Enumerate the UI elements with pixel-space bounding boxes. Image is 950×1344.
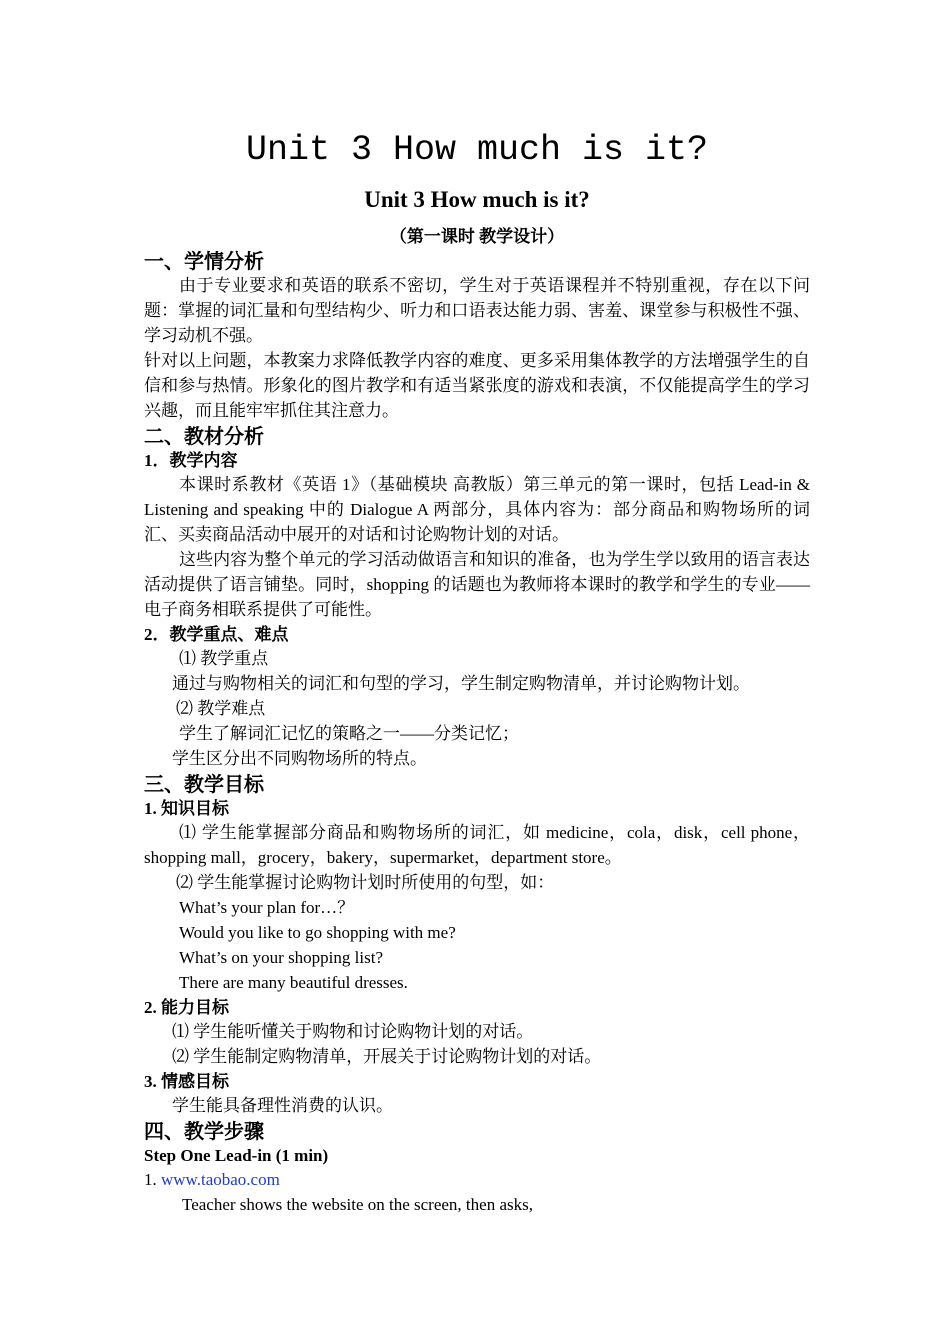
subheading-knowledge-objectives: 1. 知识目标: [144, 799, 229, 819]
section-heading-teaching-steps: 四、教学步骤: [144, 1119, 264, 1144]
step-item: [144, 1168, 810, 1193]
step-description: Teacher shows the website on the screen, then asks,: [182, 1195, 533, 1215]
ability-item: ⑵ 学生能制定购物清单，开展关于讨论购物计划的对话。: [172, 1046, 602, 1066]
example-sentence: What’s your plan for…？: [179, 898, 355, 918]
paragraph: ⑵ 学生能掌握讨论购物计划时所使用的句型，如：: [176, 873, 555, 893]
section-heading-student-analysis: 一、学情分析: [144, 249, 264, 273]
section-heading-teaching-objectives: 三、教学目标: [144, 772, 264, 797]
example-sentence: Would you like to go shopping with me?: [179, 923, 456, 943]
section-heading-material-analysis: 二、教材分析: [144, 424, 264, 449]
difficulty-text: 学生区分出不同购物场所的特点。: [172, 748, 427, 768]
paragraph: 针对以上问题，本教案力求降低教学内容的难度、更多采用集体教学的方法增强学生的自信和参与热情。形象化的图片教学和有适当紧张度的游戏和表演，不仅能提高学生的学习兴趣，而且能牢牢抓住其注意力。: [144, 350, 810, 420]
document-body: [144, 248, 810, 1218]
lesson-label: （第一课时 教学设计）: [389, 227, 565, 246]
subheading-teaching-content: 1．教学内容: [144, 451, 238, 471]
difficulty-text: 学生了解词汇记忆的策略之一——分类记忆；: [179, 723, 519, 743]
emotion-item: 学生能具备理性消费的认识。: [172, 1095, 393, 1115]
example-sentence: What’s on your shopping list?: [179, 947, 383, 967]
paragraph: 本课时系教材《英语 1》（基础模块 高教版）第三单元的第一课时，包括 Lead-in & Listening and speaking 中的 Dialogue A 两部分，具体内容为：部分商品和购物场所的词汇、买卖商品活动中展开的对话和讨论购物计划的对话。: [144, 475, 810, 545]
key-point-label: ⑴ 教学重点: [179, 648, 269, 668]
paragraph: ⑴ 学生能掌握部分商品和购物场所的词汇，如 medicine，cola，disk，cell phone，shopping mall，grocery，bakery，supermarket，department store。: [144, 823, 810, 868]
subheading-ability-objectives: 2. 能力目标: [144, 997, 229, 1017]
step-heading: Step One Lead-in (1 min): [144, 1146, 329, 1166]
taobao-link[interactable]: www.taobao.com: [161, 1170, 280, 1190]
difficulty-label: ⑵ 教学难点: [176, 698, 266, 718]
subheading-key-points: 2．教学重点、难点: [144, 624, 289, 644]
paragraph: 由于专业要求和英语的联系不密切，学生对于英语课程并不特别重视，存在以下问题：掌握的词汇量和句型结构少、听力和口语表达能力弱、害羞、课堂参与积极性不强、学习动机不强。: [144, 276, 810, 345]
ability-item: ⑴ 学生能听懂关于购物和讨论购物计划的对话。: [172, 1021, 534, 1041]
subheading-emotional-objectives: 3. 情感目标: [144, 1071, 229, 1091]
document-subtitle: Unit 3 How much is it?: [364, 187, 590, 212]
paragraph: 这些内容为整个单元的学习活动做语言和知识的准备，也为学生学以致用的语言表达活动提供了语言铺垫。同时，shopping 的话题也为教师将本课时的教学和学生的专业——电子商务相联系提供了可能性。: [144, 550, 810, 619]
document-title: Unit 3 How much is it?: [245, 130, 709, 170]
example-sentence: There are many beautiful dresses.: [179, 972, 408, 992]
step-item-number: 1.: [144, 1170, 161, 1190]
key-point-text: 通过与购物相关的词汇和句型的学习，学生制定购物清单，并讨论购物计划。: [172, 673, 750, 693]
